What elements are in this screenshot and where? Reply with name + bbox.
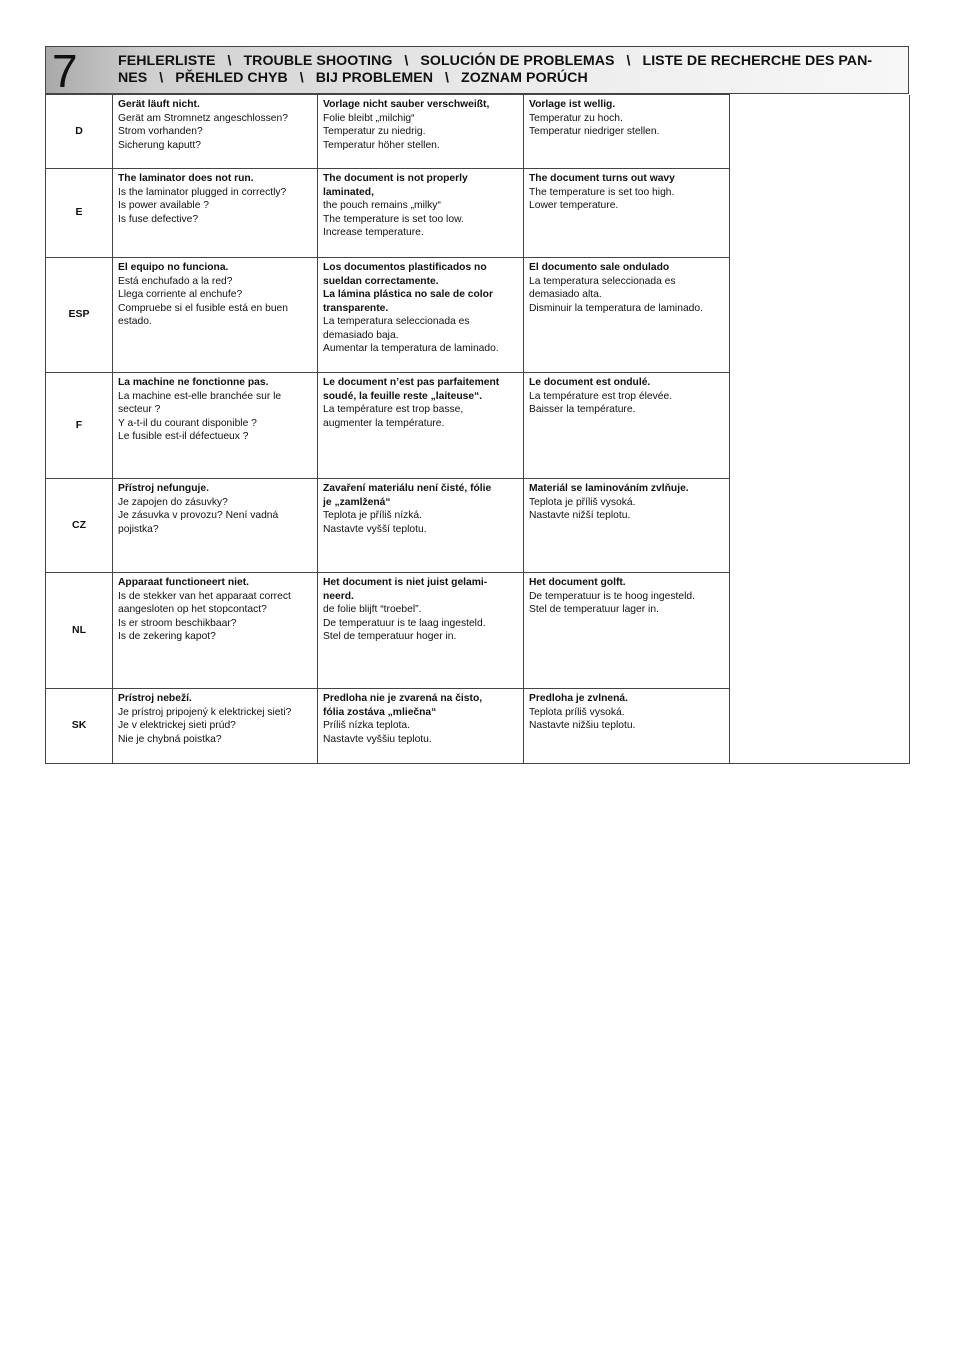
- empty-column-cell: [730, 258, 910, 373]
- problem-text: Sicherung kaputt?: [118, 139, 202, 151]
- language-code: ESP: [46, 258, 113, 373]
- problem-not-laminated-cell: [318, 479, 524, 573]
- problem-heading: Zavaření materiálu není čisté, fólie: [323, 483, 492, 494]
- problem-text: Je zapojen do zásuvky?: [118, 496, 228, 508]
- problem-heading: El documento sale ondulado: [529, 262, 670, 273]
- problem-not-running-cell: [113, 689, 318, 764]
- empty-column-cell: [730, 95, 910, 169]
- problem-text: the pouch remains „milky“: [323, 200, 441, 211]
- problem-text: pojistka?: [118, 523, 159, 535]
- empty-column-cell: [730, 373, 910, 479]
- problem-text: The temperature is set too low.: [323, 213, 464, 225]
- problem-text: de folie blijft “troebel”.: [323, 604, 422, 615]
- problem-heading: Le document est ondulé.: [529, 377, 651, 388]
- problem-text: Nie je chybná poistka?: [118, 733, 222, 745]
- problem-not-running-cell: [113, 573, 318, 689]
- problem-text: demasiado baja.: [323, 329, 399, 341]
- empty-column-cell: [730, 169, 910, 258]
- problem-wavy-cell: [524, 479, 730, 573]
- problem-text: Y a-t-il du courant disponible ?: [118, 417, 257, 429]
- problem-not-running-cell: [113, 373, 318, 479]
- section-title-line-1: FEHLERLISTE \ TROUBLE SHOOTING \ SOLUCIÓN DE PROBLEMAS \ LISTE DE RECHERCHE DES PAN-: [118, 53, 873, 69]
- problem-wavy-cell: [524, 95, 730, 169]
- problem-not-running-cell: [113, 95, 318, 169]
- problem-text: Is fuse defective?: [118, 213, 199, 225]
- table-row: [46, 573, 910, 689]
- problem-text: La temperatura seleccionada es: [529, 275, 676, 287]
- section-header: [45, 45, 909, 97]
- problem-heading: The laminator does not run.: [118, 173, 254, 184]
- problem-heading: Predloha nie je zvarená na čisto,: [323, 693, 483, 704]
- problem-text: Le fusible est-il défectueux ?: [118, 431, 249, 442]
- problem-text: Príliš nízka teplota.: [323, 720, 410, 731]
- problem-text: La temperatura seleccionada es: [323, 316, 470, 327]
- section-number: 7: [52, 45, 78, 97]
- problem-not-laminated-cell: [318, 258, 524, 373]
- problem-text: estado.: [118, 316, 152, 327]
- problem-not-laminated-cell: [318, 573, 524, 689]
- problem-heading: transparente.: [323, 302, 389, 314]
- empty-column-cell: [730, 479, 910, 573]
- language-code: NL: [46, 573, 113, 689]
- problem-text: La machine est-elle branchée sur le: [118, 390, 282, 402]
- problem-text: Nastavte nižšiu teplotu.: [529, 720, 636, 731]
- problem-heading: Los documentos plastificados no: [323, 262, 487, 273]
- problem-text: Nastavte vyšší teplotu.: [323, 523, 427, 535]
- problem-not-laminated-cell: [318, 373, 524, 479]
- language-code: SK: [46, 689, 113, 764]
- table-row: [46, 689, 910, 764]
- language-code: F: [46, 373, 113, 479]
- problem-text: Gerät am Stromnetz angeschlossen?: [118, 112, 288, 124]
- problem-not-laminated-cell: [318, 169, 524, 258]
- problem-heading: Materiál se laminováním zvlňuje.: [529, 483, 689, 494]
- problem-text: Temperatur höher stellen.: [323, 139, 440, 151]
- problem-heading: sueldan correctamente.: [323, 275, 439, 287]
- problem-heading: La lámina plástica no sale de color: [323, 289, 493, 300]
- table-row: [46, 95, 910, 169]
- troubleshooting-document: [45, 46, 909, 764]
- table-row: [46, 169, 910, 258]
- problem-wavy-cell: [524, 689, 730, 764]
- problem-text: Teplota príliš vysoká.: [529, 706, 625, 718]
- problem-text: Strom vorhanden?: [118, 126, 203, 137]
- problem-text: Lower temperature.: [529, 200, 619, 211]
- problem-text: Compruebe si el fusible está en buen: [118, 302, 289, 314]
- problem-not-running-cell: [113, 258, 318, 373]
- problem-heading: Het document golft.: [529, 577, 626, 588]
- problem-text: Teplota je příliš nízká.: [323, 510, 423, 521]
- problem-text: La température est trop élevée.: [529, 390, 673, 402]
- problem-heading: Le document n’est pas parfaitement: [323, 377, 500, 388]
- problem-not-laminated-cell: [318, 689, 524, 764]
- problem-heading: Predloha je zvlnená.: [529, 693, 628, 704]
- problem-text: Is power available ?: [118, 200, 210, 211]
- problem-heading: neerd.: [323, 590, 354, 602]
- problem-text: augmenter la température.: [323, 417, 445, 429]
- problem-heading: El equipo no funciona.: [118, 262, 229, 273]
- problem-text: Aumentar la temperatura de laminado.: [323, 343, 499, 354]
- problem-text: Temperatur niedriger stellen.: [529, 126, 660, 137]
- problem-text: Je zásuvka v provozu? Není vadná: [118, 510, 279, 521]
- problem-text: Is er stroom beschikbaar?: [118, 617, 237, 629]
- problem-text: Is de stekker van het apparaat correct: [118, 590, 291, 602]
- empty-column-cell: [730, 573, 910, 689]
- problem-heading: je „zamlžená“: [323, 496, 391, 508]
- problem-heading: Het document is niet juist gelami-: [323, 577, 488, 588]
- problem-heading: Gerät läuft nicht.: [118, 99, 200, 110]
- problem-heading: The document is not properly: [323, 173, 468, 184]
- problem-heading: Prístroj nebeží.: [118, 693, 192, 704]
- problem-text: Is de zekering kapot?: [118, 631, 216, 642]
- problem-text: Teplota je příliš vysoká.: [529, 496, 636, 508]
- problem-text: Is the laminator plugged in correctly?: [118, 186, 287, 198]
- table-row: [46, 373, 910, 479]
- problem-heading: Apparaat functioneert niet.: [118, 577, 250, 588]
- problem-wavy-cell: [524, 373, 730, 479]
- problem-heading: soudé, la feuille reste „laiteuse“.: [323, 390, 483, 402]
- language-code: D: [46, 95, 113, 169]
- problem-text: demasiado alta.: [529, 289, 602, 300]
- problem-wavy-cell: [524, 169, 730, 258]
- problem-text: Increase temperature.: [323, 227, 424, 238]
- section-title: [112, 47, 908, 93]
- troubleshooting-table: [45, 94, 910, 764]
- problem-text: De temperatuur is te hoog ingesteld.: [529, 590, 695, 602]
- problem-wavy-cell: [524, 573, 730, 689]
- language-code: CZ: [46, 479, 113, 573]
- problem-text: Disminuir la temperatura de laminado.: [529, 302, 703, 314]
- problem-heading: Vorlage nicht sauber verschweißt,: [323, 99, 490, 110]
- language-code: E: [46, 169, 113, 258]
- problem-text: Está enchufado a la red?: [118, 275, 233, 287]
- section-title-line-2: NES \ PŘEHLED CHYB \ BIJ PROBLEMEN \ ZOZNAM PORÚCH: [118, 70, 588, 86]
- problem-heading: La machine ne fonctionne pas.: [118, 377, 269, 388]
- problem-text: Temperatur zu hoch.: [529, 112, 623, 124]
- problem-text: Je prístroj pripojený k elektrickej sieti?: [118, 706, 292, 718]
- problem-not-running-cell: [113, 479, 318, 573]
- problem-text: De temperatuur is te laag ingesteld.: [323, 617, 486, 629]
- problem-text: Folie bleibt „milchig“: [323, 112, 415, 124]
- problem-heading: fólia zostáva „mliečna“: [323, 706, 437, 718]
- problem-text: Nastavte vyššiu teplotu.: [323, 733, 432, 745]
- problem-text: secteur ?: [118, 404, 161, 415]
- problem-text: Je v elektrickej sieti prúd?: [118, 720, 236, 731]
- problem-heading: Přístroj nefunguje.: [118, 483, 209, 494]
- empty-column-cell: [730, 689, 910, 764]
- table-row: [46, 258, 910, 373]
- problem-text: The temperature is set too high.: [529, 186, 675, 198]
- problem-not-laminated-cell: [318, 95, 524, 169]
- problem-text: aangesloten op het stopcontact?: [118, 604, 267, 615]
- problem-wavy-cell: [524, 258, 730, 373]
- problem-not-running-cell: [113, 169, 318, 258]
- problem-heading: Vorlage ist wellig.: [529, 99, 616, 110]
- table-row: [46, 479, 910, 573]
- problem-heading: The document turns out wavy: [529, 173, 675, 184]
- problem-text: Temperatur zu niedrig.: [323, 126, 426, 137]
- problem-heading: laminated,: [323, 186, 374, 198]
- problem-text: Stel de temperatuur hoger in.: [323, 631, 457, 642]
- problem-text: La température est trop basse,: [323, 404, 464, 415]
- problem-text: Baisser la température.: [529, 404, 636, 415]
- problem-text: Stel de temperatuur lager in.: [529, 604, 659, 615]
- problem-text: Nastavte nižší teplotu.: [529, 510, 631, 521]
- problem-text: Llega corriente al enchufe?: [118, 289, 243, 300]
